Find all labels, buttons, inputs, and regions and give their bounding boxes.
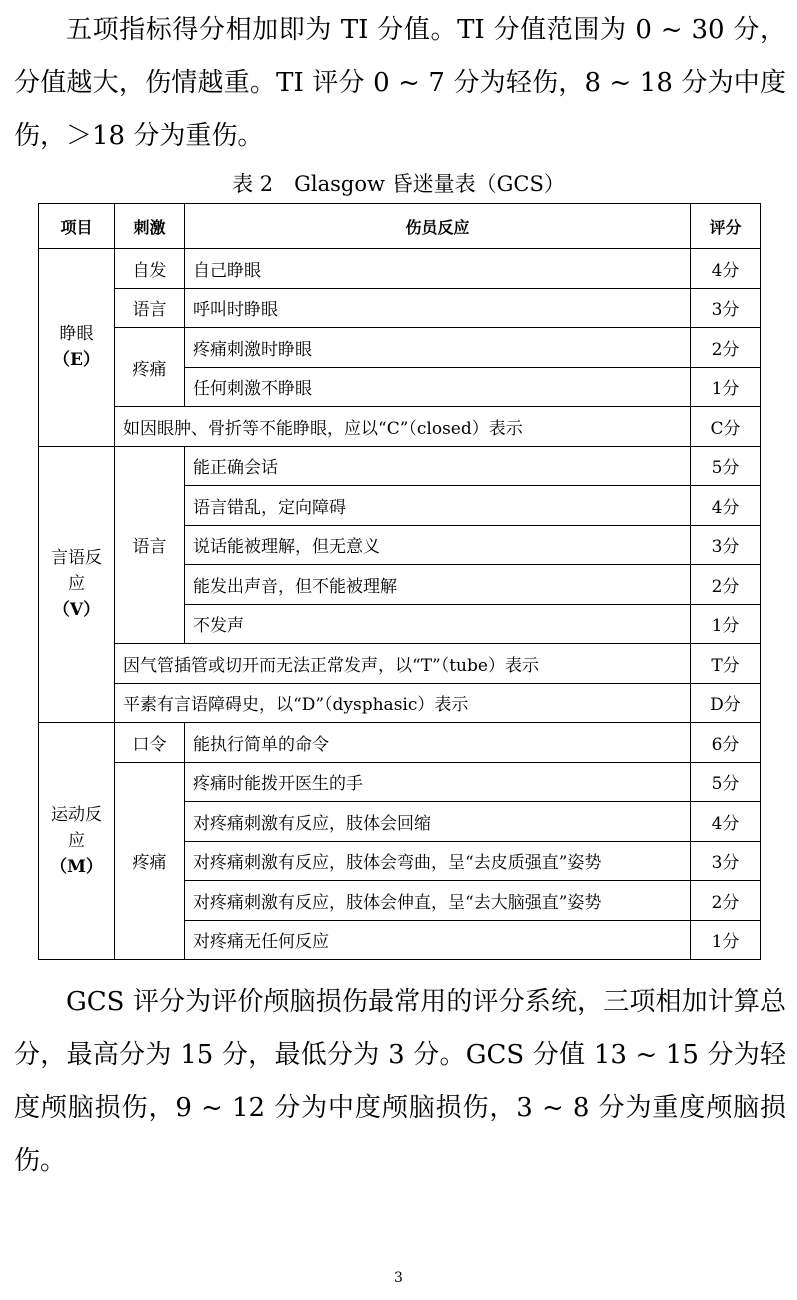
verbal-label-line2: 应 — [68, 574, 85, 595]
response-cell: 疼痛刺激时睁眼 — [185, 328, 691, 368]
response-cell: 能发出声音，但不能被理解 — [185, 565, 691, 605]
table-row — [39, 683, 761, 723]
table-row — [39, 407, 761, 447]
stimulus-cell: 语言 — [115, 446, 185, 644]
score-cell: 3分 — [691, 525, 761, 565]
score-cell: 3分 — [691, 288, 761, 328]
score-cell: 1分 — [691, 920, 761, 960]
motor-code: （M） — [50, 857, 103, 877]
score-cell: 1分 — [691, 367, 761, 407]
response-cell: 能执行简单的命令 — [185, 723, 691, 763]
eye-code: （E） — [53, 350, 100, 371]
response-cell: 不发声 — [185, 604, 691, 644]
stimulus-cell: 疼痛 — [115, 328, 185, 407]
table-row — [39, 644, 761, 684]
response-cell: 任何刺激不睁眼 — [185, 367, 691, 407]
note-cell: 如因眼肿、骨折等不能睁眼，应以“C”（closed）表示 — [115, 407, 691, 447]
table-row — [39, 249, 761, 289]
header-response: 伤员反应 — [185, 204, 691, 249]
score-cell: 4分 — [691, 486, 761, 526]
verbal-code: （V） — [52, 600, 101, 621]
eye-label: 睁眼 — [59, 324, 94, 345]
response-cell: 对疼痛刺激有反应，肢体会回缩 — [185, 802, 691, 842]
response-cell: 呼叫时睁眼 — [185, 288, 691, 328]
motor-label-line2: 应 — [68, 831, 85, 851]
score-cell: 2分 — [691, 881, 761, 921]
gcs-table — [38, 203, 761, 960]
verbal-category-cell — [39, 446, 115, 723]
table-row — [39, 446, 761, 486]
response-cell: 能正确会话 — [185, 446, 691, 486]
score-cell: 3分 — [691, 841, 761, 881]
score-cell: C分 — [691, 407, 761, 447]
table-caption: 表 2 Glasgow 昏迷量表（GCS） — [232, 172, 565, 196]
score-cell: 5分 — [691, 446, 761, 486]
stimulus-cell: 疼痛 — [115, 762, 185, 960]
eye-category-cell — [39, 249, 115, 447]
stimulus-cell: 口令 — [115, 723, 185, 763]
motor-label-line1: 运动反 — [51, 805, 102, 825]
response-cell: 语言错乱，定向障碍 — [185, 486, 691, 526]
table-row — [39, 723, 761, 763]
score-cell: 1分 — [691, 604, 761, 644]
score-cell: 4分 — [691, 802, 761, 842]
header-stimulus: 刺激 — [115, 204, 185, 249]
page-number: 3 — [394, 1270, 403, 1286]
table-row — [39, 328, 761, 368]
score-cell: 2分 — [691, 328, 761, 368]
note-cell: 因气管插管或切开而无法正常发声，以“T”（tube）表示 — [115, 644, 691, 684]
note-cell: 平素有言语障碍史，以“D”（dysphasic）表示 — [115, 683, 691, 723]
table-row — [39, 762, 761, 802]
motor-category-cell — [39, 723, 115, 960]
stimulus-cell: 语言 — [115, 288, 185, 328]
score-cell: T分 — [691, 644, 761, 684]
response-cell: 对疼痛刺激有反应，肢体会弯曲，呈“去皮质强直”姿势 — [185, 841, 691, 881]
score-cell: D分 — [691, 683, 761, 723]
closing-paragraph: GCS 评分为评价颅脑损伤最常用的评分系统，三项相加计算总分，最高分为 15 分，最低分为 3 分。GCS 分值 13 ~ 15 分为轻度颅脑损伤，9 ~ 12 分为中度颅脑损伤，3 ~ 8 分为重度颅脑损伤。 — [14, 987, 786, 1176]
response-cell: 对疼痛刺激有反应，肢体会伸直，呈“去大脑强直”姿势 — [185, 881, 691, 921]
verbal-label-line1: 言语反 — [51, 548, 102, 569]
score-cell: 2分 — [691, 565, 761, 605]
response-cell: 自己睁眼 — [185, 249, 691, 289]
stimulus-cell: 自发 — [115, 249, 185, 289]
score-cell: 5分 — [691, 762, 761, 802]
response-cell: 说话能被理解，但无意义 — [185, 525, 691, 565]
intro-paragraph: 五项指标得分相加即为 TI 分值。TI 分值范围为 0 ~ 30 分，分值越大，伤情越重。TI 评分 0 ~ 7 分为轻伤，8 ~ 18 分为中度伤，＞18 分为重伤。 — [14, 15, 786, 151]
response-cell: 疼痛时能拨开医生的手 — [185, 762, 691, 802]
header-item: 项目 — [39, 204, 115, 249]
response-cell: 对疼痛无任何反应 — [185, 920, 691, 960]
table-row — [39, 288, 761, 328]
table-header-row — [39, 204, 761, 249]
header-score: 评分 — [691, 204, 761, 249]
score-cell: 6分 — [691, 723, 761, 763]
score-cell: 4分 — [691, 249, 761, 289]
